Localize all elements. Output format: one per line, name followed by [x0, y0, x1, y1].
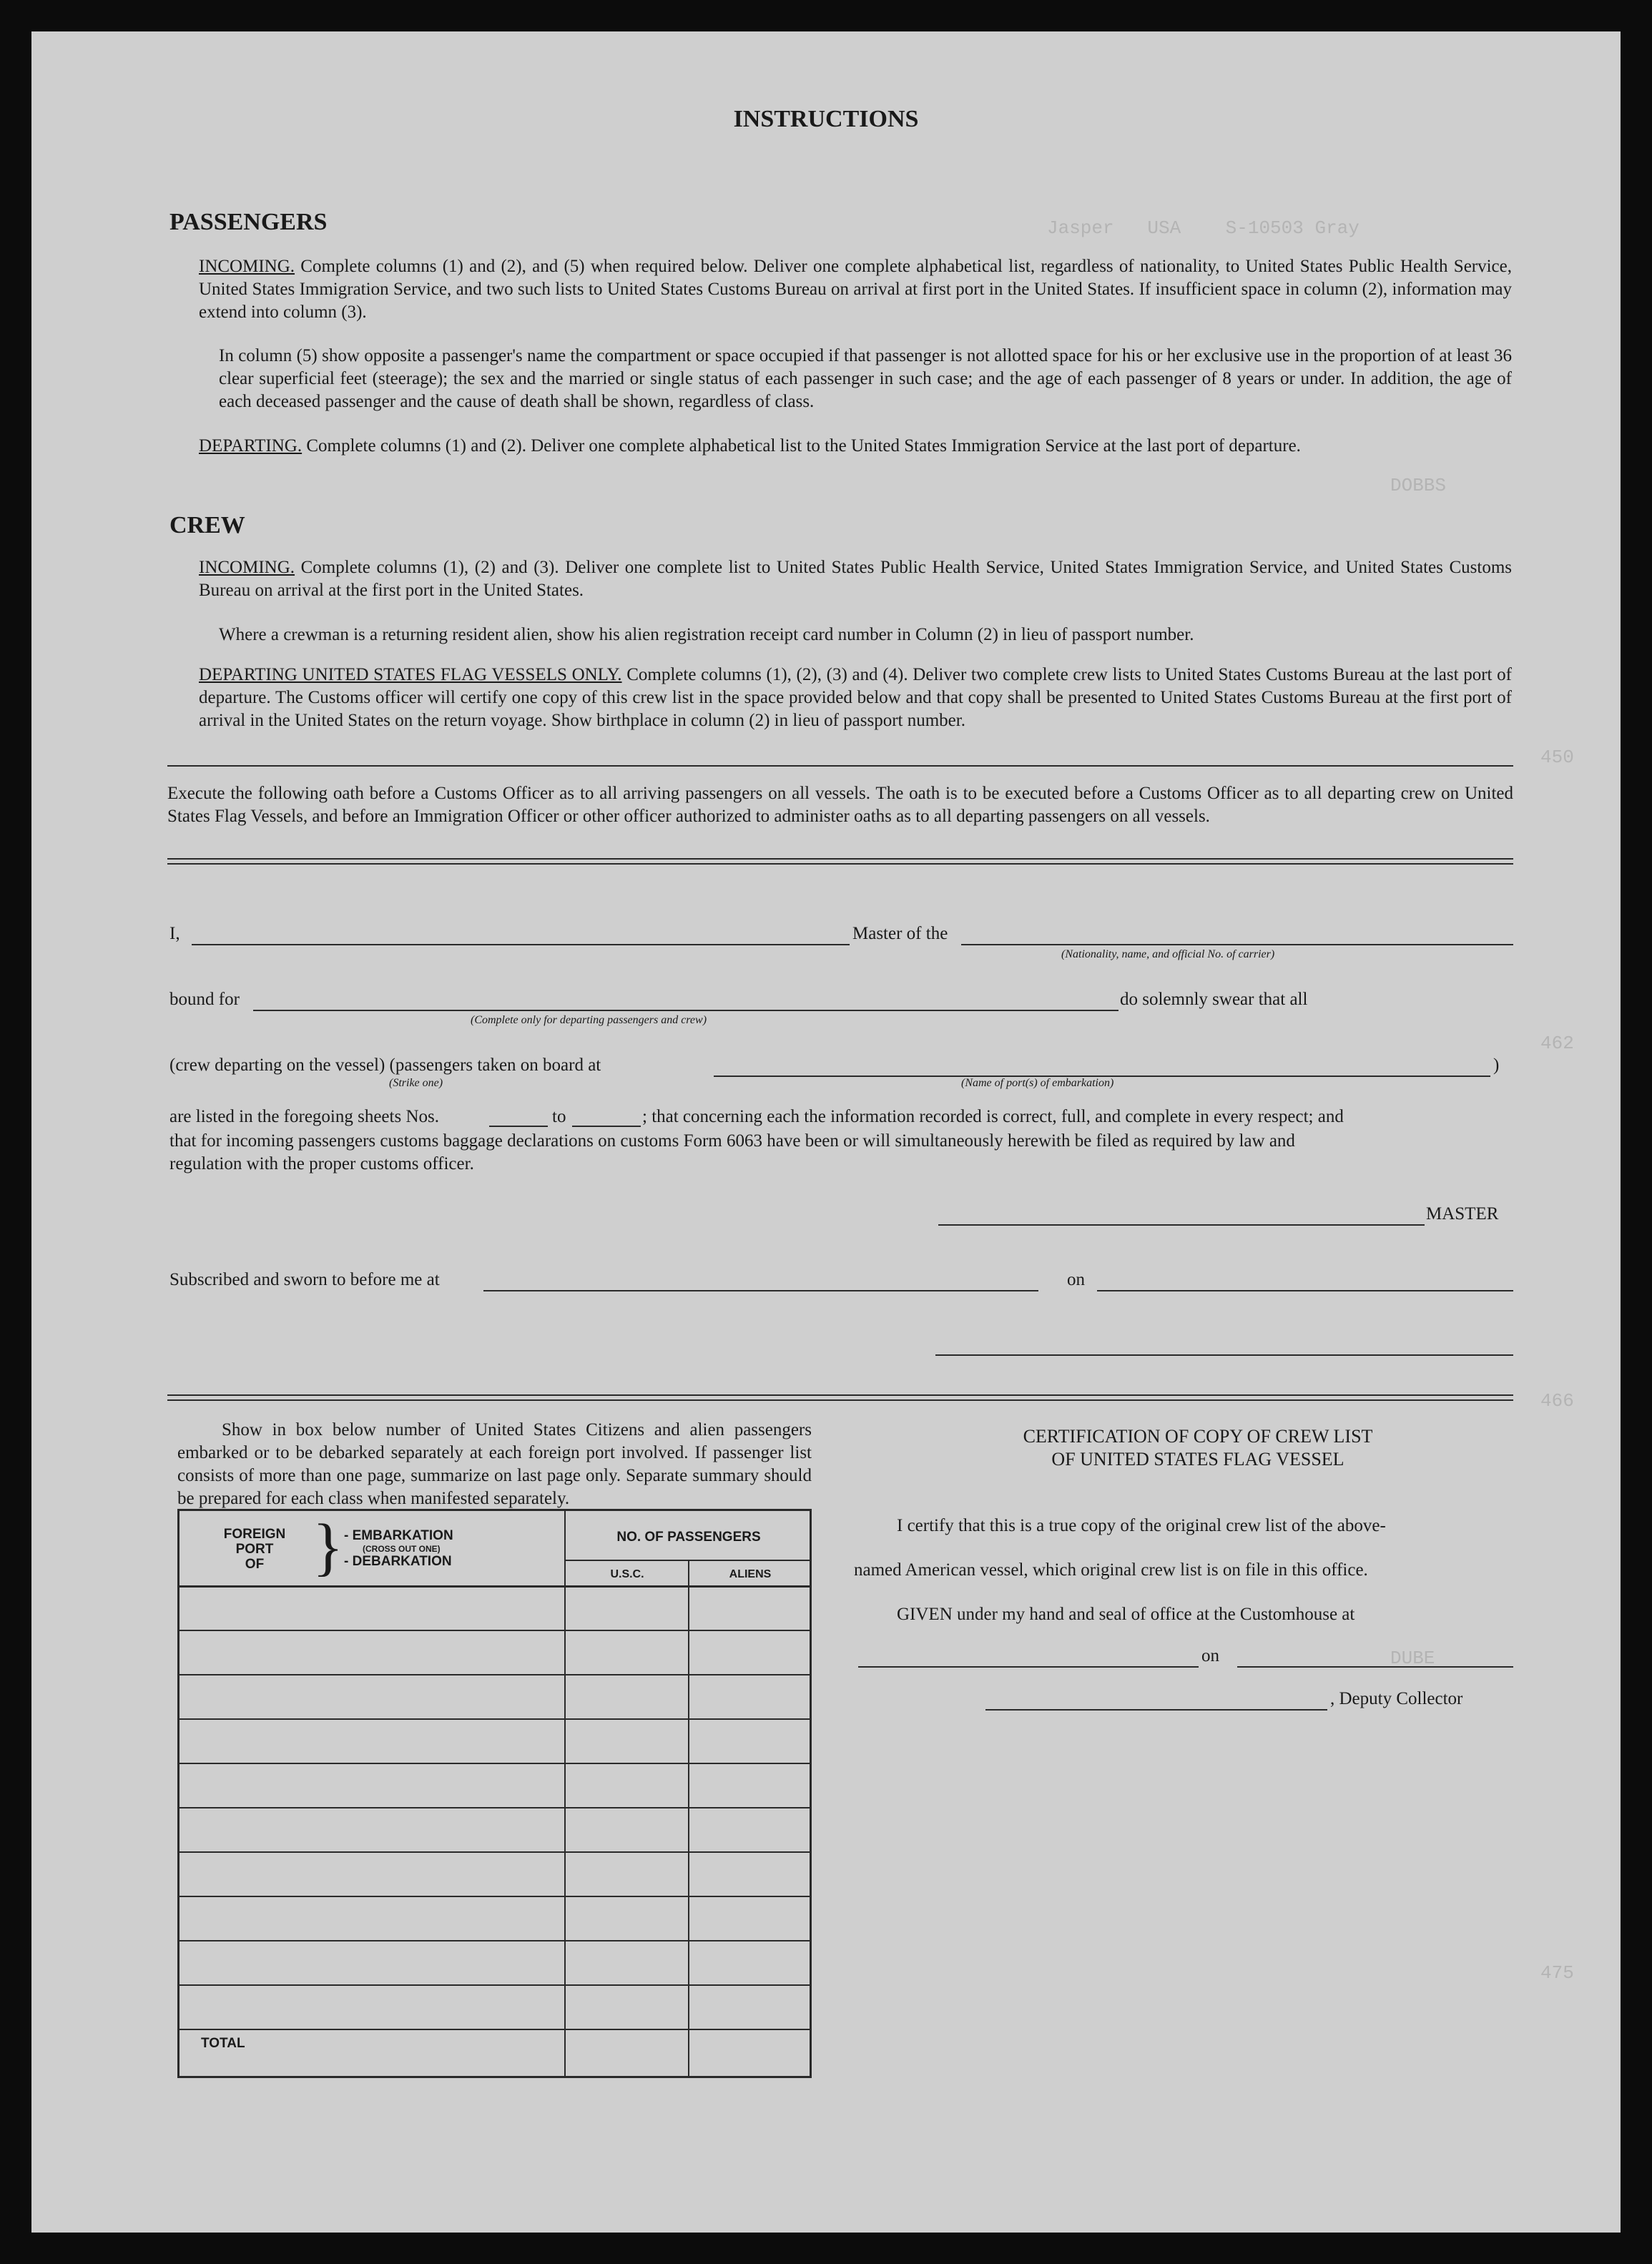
- bound-for-label: bound for: [169, 990, 240, 1009]
- of-label: OF: [245, 1557, 265, 1572]
- deputy-collector-label: , Deputy Collector: [1330, 1689, 1463, 1708]
- certification-title-1: CERTIFICATION OF COPY OF CREW LIST: [1023, 1426, 1373, 1447]
- sheets-text: ; that concerning each the information recorded is correct, full, and complete in every respect; and: [642, 1107, 1344, 1126]
- port-label: PORT: [235, 1542, 274, 1557]
- foreign-port-header: [201, 1527, 308, 1572]
- foreign-label: FOREIGN: [223, 1527, 286, 1542]
- row-rule: [180, 2029, 810, 2030]
- sworn-date-field[interactable]: [1097, 1290, 1513, 1291]
- deputy-signature-field[interactable]: [985, 1709, 1327, 1711]
- row-rule: [180, 1940, 810, 1941]
- officer-signature-field[interactable]: [935, 1354, 1513, 1356]
- column-rule: [564, 1511, 566, 2076]
- port-caption: (Name of port(s) of embarkation): [961, 1077, 1114, 1089]
- sheets-to-label: to: [552, 1107, 566, 1126]
- passengers-incoming-paragraph: [199, 255, 1512, 324]
- crew-departing-paragraph: [199, 664, 1512, 732]
- row-rule: [180, 1763, 810, 1764]
- no-passengers-header: NO. OF PASSENGERS: [616, 1530, 761, 1545]
- bound-caption: (Complete only for departing passengers and crew): [471, 1014, 707, 1026]
- bleed-through-text: Jasper USA S-10503 Gray: [1047, 217, 1360, 239]
- sworn-place-field[interactable]: [483, 1290, 1038, 1291]
- sheets-label: are listed in the foregoing sheets Nos.: [169, 1107, 439, 1126]
- given-line: GIVEN under my hand and seal of office at the Customhouse at: [897, 1605, 1355, 1624]
- crew-incoming-paragraph: [199, 556, 1512, 602]
- bleed-through-text: 475: [1540, 1962, 1574, 1984]
- row-rule: [180, 1807, 810, 1808]
- sworn-on-label: on: [1067, 1270, 1085, 1289]
- usc-header: U.S.C.: [610, 1568, 644, 1580]
- double-rule: [167, 858, 1513, 865]
- row-rule: [180, 1851, 810, 1853]
- crew-departing-label: DEPARTING UNITED STATES FLAG VESSELS ONLY.: [199, 665, 622, 684]
- passenger-summary-table: [177, 1509, 812, 2078]
- form-page: [31, 31, 1621, 2233]
- aliens-header: ALIENS: [729, 1568, 772, 1580]
- passengers-departing-text: Complete columns (1) and (2). Deliver one complete alphabetical list to the United States Immigration Service at the last port of departure.: [302, 436, 1301, 456]
- certification-on-label: on: [1201, 1646, 1219, 1665]
- sheets-line-3: regulation with the proper customs officer.: [169, 1154, 474, 1173]
- row-rule: [180, 1630, 810, 1631]
- passengers-departing-paragraph: [199, 435, 1512, 458]
- crew-resident-paragraph: Where a crewman is a returning resident alien, show his alien registration receipt card number in Column (2) in lieu of passport number.: [219, 625, 1194, 644]
- section-divider: [167, 765, 1513, 767]
- row-rule: [180, 1718, 810, 1720]
- bleed-through-text: 450: [1540, 747, 1574, 768]
- swear-label: do solemnly swear that all: [1120, 990, 1308, 1009]
- certify-line-1: I certify that this is a true copy of the original crew list of the above-: [897, 1516, 1386, 1535]
- row-rule: [180, 1984, 810, 1986]
- crew-incoming-text: Complete columns (1), (2) and (3). Deliver one complete list to United States Public Health Service, United States Immigration Service, and United States Customs Bureau on arrival at the first port in the United States.: [199, 558, 1512, 600]
- bleed-through-text: 462: [1540, 1033, 1574, 1054]
- cross-out-label: (CROSS OUT ONE): [363, 1544, 441, 1554]
- oath-i-label: I,: [169, 924, 180, 943]
- strike-one-caption: (Strike one): [389, 1077, 443, 1089]
- passengers-incoming-label: INCOMING.: [199, 257, 295, 276]
- nationality-caption: (Nationality, name, and official No. of carrier): [1061, 948, 1275, 960]
- bleed-through-text: DUBE: [1390, 1648, 1435, 1669]
- master-label: MASTER: [1426, 1204, 1499, 1224]
- certification-title-2: OF UNITED STATES FLAG VESSEL: [1051, 1449, 1344, 1470]
- carrier-field[interactable]: [961, 944, 1513, 945]
- sheets-line-2: that for incoming passengers customs baggage declarations on customs Form 6063 have been or will simultaneously herewith be filed as required by law and: [169, 1131, 1295, 1151]
- passengers-departing-label: DEPARTING.: [199, 436, 303, 456]
- close-paren: ): [1493, 1055, 1500, 1075]
- certify-line-2: named American vessel, which original crew list is on file in this office.: [854, 1560, 1368, 1580]
- master-signature-field[interactable]: [938, 1224, 1425, 1226]
- oath-intro: Execute the following oath before a Customs Officer as to all arriving passengers on all vessels. The oath is to be executed before a Customs Officer as to all departing crew on United States Flag Vessels, and before an Immigration Officer or other officer authorized to administer oaths as to all departing passengers on all vessels.: [167, 784, 1513, 826]
- column-rule: [688, 1560, 689, 2076]
- certification-date-field[interactable]: [1237, 1666, 1513, 1668]
- page-title: INSTRUCTIONS: [733, 106, 919, 132]
- summary-instructions: Show in box below number of United States Citizens and alien passengers embarked or to be debarked separately at each foreign port involved. If passenger list consists of more than one page, summarize on last page only. Separate summary should be prepared for each class when manifested separately.: [177, 1420, 812, 1508]
- brace-glyph: }: [313, 1512, 344, 1583]
- row-rule: [180, 1585, 810, 1588]
- crew-departing-text: Complete columns (1), (2), (3) and (4). Deliver two complete crew lists to United States Customs Bureau at the last port of departure. The Customs officer will certify one copy of this crew list in the space provided below and that copy shall be presented to United States Customs Bureau at the first port of arrival in the United States on the return voyage. Show birthplace in column (2) in lieu of passport number.: [199, 665, 1512, 730]
- crew-incoming-label: INCOMING.: [199, 558, 295, 577]
- total-label: TOTAL: [201, 2036, 245, 2051]
- master-name-field[interactable]: [192, 944, 850, 945]
- master-of-label: Master of the: [852, 924, 948, 943]
- row-rule: [180, 1674, 810, 1675]
- sheet-to-field[interactable]: [572, 1126, 641, 1127]
- passengers-incoming-text: Complete columns (1) and (2), and (5) when required below. Deliver one complete alphabetical list, regardless of nationality, to United States Public Health Service, United States Immigration Service, and two such lists to United States Customs Bureau on arrival at first port in the United States. If insufficient space in column (2), information may extend into column (3).: [199, 257, 1512, 322]
- double-rule: [167, 1394, 1513, 1401]
- customhouse-field[interactable]: [858, 1666, 1199, 1668]
- bound-for-field[interactable]: [253, 1010, 1118, 1011]
- passengers-heading: PASSENGERS: [169, 209, 328, 235]
- passengers-column5-paragraph: In column (5) show opposite a passenger's name the compartment or space occupied if that passenger is not allotted space for his or her exclusive use in the proportion of at least 36 clear superficial feet (steerage); the sex and the married or single status of each passenger in such case; and the age of each passenger of 8 years or under. In addition, the age of each deceased passenger and the cause of death shall be shown, regardless of class.: [219, 346, 1512, 411]
- crew-passengers-label: (crew departing on the vessel) (passengers taken on board at: [169, 1055, 601, 1075]
- subscribed-label: Subscribed and sworn to before me at: [169, 1270, 440, 1289]
- row-rule: [180, 1896, 810, 1897]
- embarkation-label: - EMBARKATION: [344, 1528, 453, 1543]
- debarkation-label: - DEBARKATION: [344, 1554, 452, 1569]
- sheet-from-field[interactable]: [489, 1126, 548, 1127]
- crew-heading: CREW: [169, 512, 245, 538]
- bleed-through-text: 466: [1540, 1390, 1574, 1412]
- bleed-through-text: DOBBS: [1390, 475, 1447, 496]
